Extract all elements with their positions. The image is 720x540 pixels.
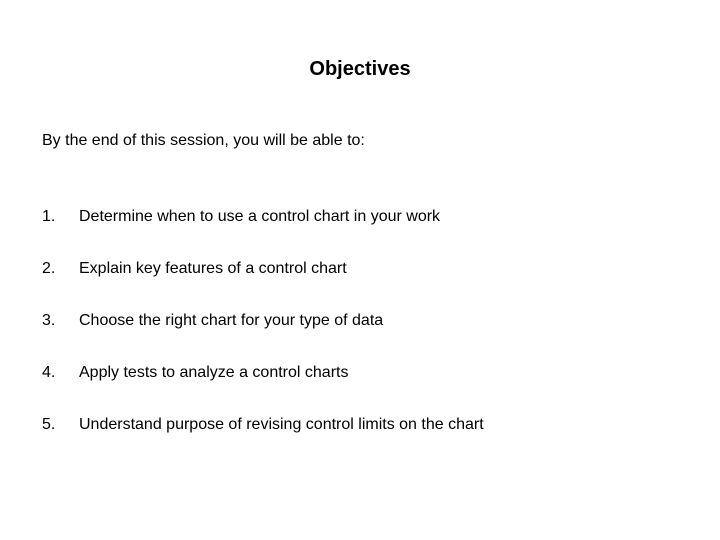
objective-number: 4. (42, 364, 56, 381)
objective-text: Explain key features of a control chart (79, 260, 347, 277)
intro-text: By the end of this session, you will be able to: (42, 132, 365, 149)
objective-number: 1. (42, 208, 56, 225)
objective-text: Determine when to use a control chart in your work (79, 208, 441, 225)
slide-title (0, 57, 720, 81)
objective-text: Understand purpose of revising control limits on the chart (79, 416, 484, 433)
objective-number: 3. (42, 312, 56, 329)
objective-number: 5. (42, 416, 56, 433)
objective-text: Choose the right chart for your type of data (79, 312, 384, 329)
objective-number: 2. (42, 260, 56, 277)
slide-title-text: Objectives (309, 58, 411, 80)
objective-text: Apply tests to analyze a control charts (79, 364, 349, 381)
